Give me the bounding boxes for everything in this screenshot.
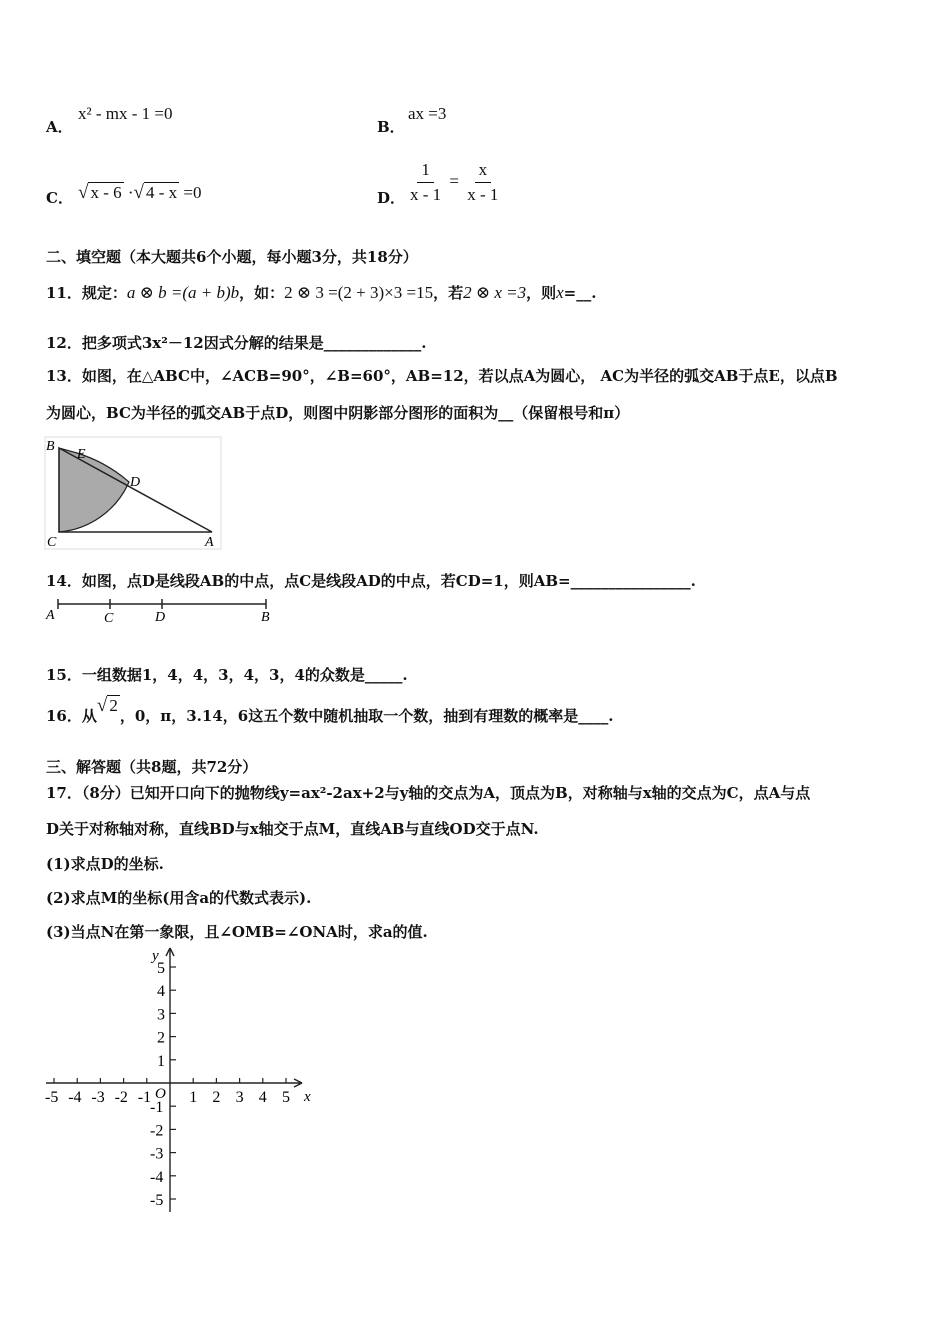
section-2-heading: 二、填空题（本大题共6个小题，每小题3分，共18分）: [46, 248, 418, 266]
option-a-equation: x² - mx - 1 =0: [78, 104, 173, 123]
y-axis-label: y: [152, 948, 159, 964]
label-a: A: [205, 535, 214, 550]
fraction-left: $\frac{1}{x - 1}$: [410, 160, 442, 204]
y-tick-label: -2: [150, 1122, 164, 1140]
label-c: C: [47, 535, 57, 550]
origin-label: O: [155, 1086, 166, 1102]
x-tick-label: 4: [258, 1089, 267, 1106]
equals-sign: =: [449, 171, 460, 191]
q11-text-1: ，如：: [239, 284, 285, 302]
coordinate-axes: [40, 944, 310, 1216]
y-tick-label: 1: [157, 1052, 165, 1070]
radical-sign-1: √: [78, 182, 89, 203]
seg-label-a: A: [46, 608, 55, 623]
q11-example: 2 ⊗ 3 =(2 + 3)×3 =15: [284, 283, 434, 302]
y-tick-label: 4: [157, 983, 165, 1001]
question-17-part-2: (2)求点M的坐标(用含a的代数式表示).: [46, 889, 312, 907]
seg-label-d: D: [155, 610, 166, 625]
x-tick-label: -3: [91, 1089, 105, 1106]
segment-figure: [44, 594, 284, 628]
triangle-figure: [44, 436, 224, 552]
option-b-equation: ax =3: [408, 104, 447, 123]
axis-ticks: [45, 960, 290, 1209]
q11-blank: =__.: [563, 284, 597, 302]
option-b-label: B．: [377, 118, 405, 136]
x-tick-label: -5: [45, 1089, 59, 1106]
y-tick-label: -3: [150, 1145, 164, 1163]
q16-radicand: 2: [109, 696, 118, 715]
y-tick-label: 2: [157, 1029, 165, 1047]
question-17-part-1: (1)求点D的坐标.: [46, 855, 164, 873]
q11-condition: 2 ⊗ x =3: [463, 283, 527, 302]
q16-prefix: 16．从: [46, 707, 97, 725]
multiply-dot: ·: [127, 183, 134, 202]
label-e: E: [77, 447, 86, 462]
x-tick-label: 1: [189, 1089, 198, 1106]
question-15: 15．一组数据1，4，4，3，4，3，4的众数是_____.: [46, 666, 408, 684]
question-17-line-2: D关于对称轴对称，直线BD与x轴交于点M，直线AB与直线OD交于点N.: [46, 820, 539, 838]
label-d: D: [130, 475, 141, 490]
radicand-1: x - 6: [90, 183, 122, 202]
option-d-label: D．: [377, 189, 406, 207]
q16-sqrt: √ 2: [96, 695, 118, 716]
y-tick-label: -5: [150, 1192, 164, 1209]
question-17-line-1: 17．（8分）已知开口向下的抛物线y=ax²-2ax+2与y轴的交点为A，顶点为B，对称轴与x轴的交点为C，点A与点: [46, 784, 811, 802]
x-tick-label: 3: [235, 1089, 244, 1106]
option-a-label: A．: [46, 118, 73, 136]
question-13-line-1: 13．如图，在△ABC中，∠ACB=90°，∠B=60°，AB=12，若以点A为圆心， AC为半径的弧交AB于点E，以点B: [46, 367, 838, 385]
radical-sign-2: √: [133, 182, 144, 203]
question-14: 14．如图，点D是线段AB的中点，点C是线段AD的中点，若CD=1，则AB=________________.: [46, 572, 696, 590]
y-tick-label: 3: [157, 1006, 165, 1024]
q11-definition: a ⊗ b =(a + b)b: [126, 283, 240, 302]
fraction-right: $\frac{x}{x - 1}$: [467, 160, 499, 204]
option-d-equation: [406, 160, 502, 205]
x-tick-label: 2: [212, 1089, 221, 1106]
question-11: [46, 282, 596, 303]
q16-rest: ，0，π，3.14，6这五个数中随机抽取一个数，抽到有理数的概率是____.: [119, 707, 614, 725]
shaded-region: [59, 448, 129, 532]
q11-variable: x: [556, 283, 564, 302]
option-c-equation: [78, 182, 201, 204]
y-tick-label: -4: [150, 1168, 164, 1186]
y-tick-label: 5: [157, 960, 165, 977]
q11-text-2: ，若: [433, 284, 464, 302]
option-c-label: C．: [46, 189, 73, 207]
x-axis-label: x: [304, 1089, 311, 1105]
label-b: B: [46, 439, 55, 454]
q11-text-3: ，则: [526, 284, 557, 302]
question-17-part-3: (3)当点N在第一象限，且∠OMB=∠ONA时，求a的值.: [46, 923, 428, 941]
x-tick-label: -1: [137, 1089, 152, 1106]
radicand-2: 4 - x: [145, 183, 178, 202]
section-3-heading: 三、解答题（共8题，共72分）: [46, 758, 258, 776]
question-12: 12．把多项式3x²－12因式分解的结果是_____________.: [46, 334, 427, 352]
question-13-line-2: 为圆心，BC为半径的弧交AB于点D，则图中阴影部分图形的面积为__（保留根号和π）: [46, 404, 630, 422]
seg-label-c: C: [104, 611, 114, 626]
equals-zero: =0: [183, 183, 202, 202]
q11-prefix: 11．规定：: [46, 284, 127, 302]
question-16: [46, 695, 614, 727]
x-tick-label: -2: [114, 1089, 128, 1106]
seg-label-b: B: [261, 610, 270, 625]
y-tick-label: -1: [150, 1099, 164, 1117]
x-tick-label: -4: [68, 1089, 82, 1106]
x-tick-label: 5: [282, 1089, 290, 1106]
